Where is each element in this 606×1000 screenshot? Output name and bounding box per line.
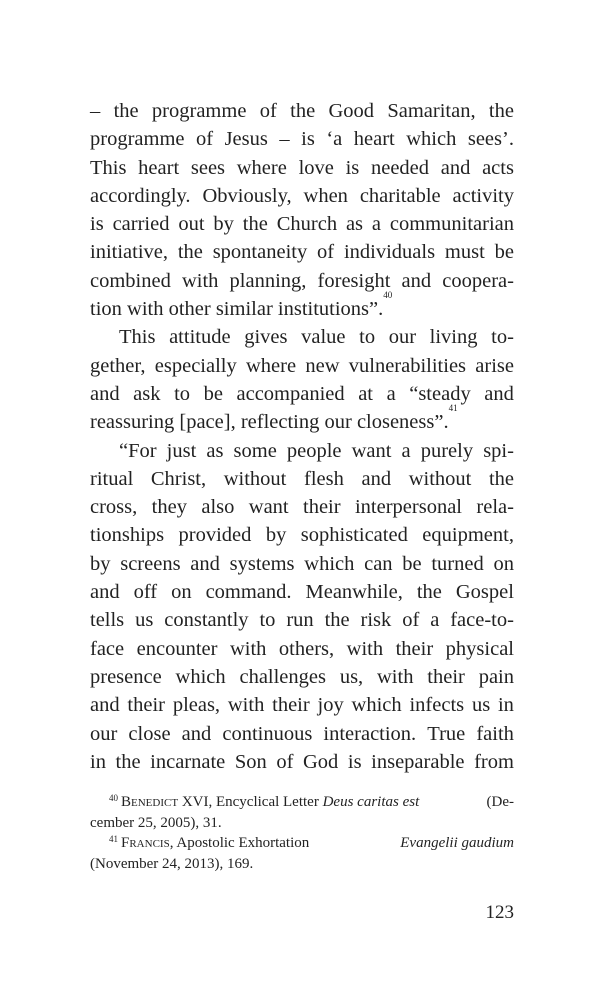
word: gether, <box>90 354 146 377</box>
word: on <box>493 552 514 575</box>
word: by <box>213 213 234 236</box>
word: and <box>361 467 392 490</box>
word: a <box>430 609 440 632</box>
word: gives <box>244 326 288 349</box>
word: to <box>174 382 191 405</box>
word: with <box>229 637 267 660</box>
text-line <box>90 720 514 748</box>
word: turned <box>431 552 484 575</box>
word: spi- <box>483 439 514 462</box>
word: ‘a <box>326 128 343 151</box>
word: the <box>488 100 514 122</box>
text-line <box>90 748 514 776</box>
footnote-number: 40 <box>109 793 118 803</box>
word: heart <box>353 128 395 151</box>
word: to- <box>491 326 514 349</box>
footnote-text: (De- <box>486 794 514 810</box>
word: interaction. <box>323 722 417 745</box>
text-line <box>90 403 514 436</box>
word: challenges <box>239 665 326 688</box>
word: is <box>347 750 362 773</box>
word: where <box>236 156 287 179</box>
word: physical <box>445 637 514 660</box>
word: “For <box>119 439 157 462</box>
word: out <box>178 213 205 236</box>
word: Son <box>234 750 267 773</box>
word: sees <box>190 156 226 179</box>
word: needed <box>370 156 430 179</box>
word: run <box>286 609 314 632</box>
text-line <box>90 578 514 606</box>
footnote-41-lead <box>109 833 309 854</box>
word: cross, <box>90 496 138 519</box>
word: is <box>301 128 315 151</box>
footnote-ref-40: 40 <box>383 290 393 301</box>
footnote-41 <box>90 833 514 854</box>
word: the <box>290 100 316 122</box>
footnotes <box>90 792 514 874</box>
word: value <box>301 326 346 349</box>
word: equipment, <box>422 524 514 547</box>
word: their <box>395 637 434 660</box>
text-line <box>90 238 514 266</box>
word: without <box>408 467 472 490</box>
footnote-text: cember 25, 2005), 31. <box>90 814 222 831</box>
word: This <box>90 156 127 179</box>
word: and <box>90 581 120 604</box>
word: a <box>386 382 396 405</box>
text-line <box>90 493 514 521</box>
text-line <box>90 465 514 493</box>
word: heart <box>138 156 180 179</box>
word: which <box>304 552 355 575</box>
word: presence <box>90 665 162 688</box>
word: want <box>248 496 289 519</box>
word: us <box>471 694 491 717</box>
footnote-text: (November 24, 2013), 169. <box>90 855 254 872</box>
footnote-40-cont <box>90 813 514 834</box>
word: the <box>242 213 268 236</box>
word: with <box>377 665 414 688</box>
word: to <box>359 326 376 349</box>
text-line <box>90 154 514 182</box>
word: our <box>90 722 118 745</box>
word: communitarian <box>389 213 514 236</box>
text-line <box>90 521 514 549</box>
text-line <box>90 437 514 465</box>
word: close <box>128 722 171 745</box>
word: others, <box>278 637 335 660</box>
word: of <box>196 128 214 151</box>
word: risk <box>360 609 392 632</box>
word: coopera- <box>442 269 514 292</box>
word: combined <box>90 269 171 292</box>
word: in <box>497 694 514 717</box>
word: sees’. <box>467 128 514 151</box>
word: accompanied <box>236 382 345 405</box>
word: Good <box>328 100 375 122</box>
footnote-text: XVI, Encyclical Letter <box>181 794 319 810</box>
footnote-text: , Apostolic Exhortation <box>169 835 310 851</box>
word: us <box>135 609 154 632</box>
word: as <box>206 439 224 462</box>
word: systems <box>229 552 295 575</box>
text-line <box>90 182 514 210</box>
footnote-author: Benedict <box>121 794 179 810</box>
word: can <box>364 552 393 575</box>
word: – <box>279 128 290 151</box>
word: face-to- <box>450 609 514 632</box>
footnote-40-lead <box>109 792 419 813</box>
word: spontaneity <box>212 241 308 264</box>
word: and <box>90 382 120 405</box>
word: programme <box>90 128 185 151</box>
word: when <box>303 184 348 207</box>
word: their <box>127 694 165 717</box>
word: planning, <box>229 269 307 292</box>
word: arise <box>475 354 514 377</box>
word: True <box>427 722 466 745</box>
word: people <box>286 439 342 462</box>
word: from <box>474 750 514 773</box>
word: rela- <box>476 496 514 519</box>
footnote-41-cont <box>90 854 514 875</box>
text-line <box>90 606 514 634</box>
word: This <box>119 326 156 349</box>
word: love <box>298 156 334 179</box>
word: the <box>115 750 141 773</box>
word: must <box>444 241 485 264</box>
text-line <box>90 635 514 663</box>
word: in <box>90 750 106 773</box>
word: their <box>427 665 465 688</box>
word: of <box>317 241 335 264</box>
footnote-author: Francis <box>121 835 170 851</box>
word: of <box>276 750 294 773</box>
word: by <box>265 524 287 547</box>
word: the <box>488 467 514 490</box>
word: tionships <box>90 524 165 547</box>
word: of <box>259 100 277 122</box>
text-line <box>90 290 514 323</box>
word: command. <box>205 581 292 604</box>
word: ritual <box>90 467 134 490</box>
footnote-title: Evangelii gaudium <box>400 835 514 851</box>
word: Samaritan, <box>387 100 476 122</box>
word: which <box>175 665 226 688</box>
word: a <box>401 439 411 462</box>
word: activity <box>452 184 514 207</box>
word: the <box>177 241 203 264</box>
word: sophisticated <box>300 524 408 547</box>
word: with <box>346 637 384 660</box>
word: the <box>416 581 442 604</box>
word: tells <box>90 609 125 632</box>
word: which <box>351 694 402 717</box>
text-line <box>90 352 514 380</box>
text-line <box>90 323 514 351</box>
body-text <box>90 97 514 776</box>
word: living <box>429 326 478 349</box>
word: Jesus <box>224 128 268 151</box>
footnote-40 <box>90 792 514 813</box>
text-line-content: reassuring [pace], reflecting our closeness”. <box>90 411 449 434</box>
text-line-content: tion with other similar institutions”. <box>90 298 384 321</box>
word: some <box>233 439 277 462</box>
text-line <box>90 97 514 125</box>
word: acts <box>482 156 514 179</box>
word: which <box>406 128 457 151</box>
word: off <box>133 581 158 604</box>
footnote-title: Deus caritas est <box>322 794 420 810</box>
word: charitable <box>359 184 441 207</box>
word: vulnerabilities <box>348 354 467 377</box>
word: where <box>246 354 297 377</box>
word: Church <box>276 213 338 236</box>
word: initiative, <box>90 241 168 264</box>
word: be <box>494 241 514 264</box>
word: face <box>90 637 125 660</box>
word: interpersonal <box>354 496 462 519</box>
word: pleas, <box>172 694 221 717</box>
word: incarnate <box>150 750 226 773</box>
word: programme <box>151 100 247 122</box>
word: by <box>90 552 111 575</box>
word: and <box>401 269 432 292</box>
word: Christ, <box>150 467 207 490</box>
word: Gospel <box>455 581 514 604</box>
word: with <box>181 269 219 292</box>
word: want <box>351 439 392 462</box>
word: joy <box>317 694 344 717</box>
word: just <box>166 439 197 462</box>
word: the <box>324 609 350 632</box>
word: a <box>371 213 382 236</box>
word: and <box>90 694 120 717</box>
word: constantly <box>164 609 249 632</box>
word: continuous <box>222 722 313 745</box>
word: the <box>113 100 139 122</box>
word: they <box>151 496 187 519</box>
word: new <box>305 354 340 377</box>
text-line <box>90 691 514 719</box>
word: at <box>358 382 373 405</box>
word: “steady <box>409 382 471 405</box>
word: is <box>90 213 104 236</box>
word: pain <box>478 665 514 688</box>
word: be <box>203 382 223 405</box>
word: accordingly. <box>90 184 191 207</box>
word: and <box>484 382 514 405</box>
word: their <box>303 496 341 519</box>
word: faith <box>476 722 514 745</box>
word: ask <box>133 382 161 405</box>
word: and <box>181 722 212 745</box>
footnote-number: 41 <box>109 834 118 844</box>
word: attitude <box>169 326 231 349</box>
word: Obviously, <box>202 184 292 207</box>
text-line <box>90 663 514 691</box>
word: carried <box>112 213 170 236</box>
word: God <box>303 750 339 773</box>
footnote-ref-41: 41 <box>448 403 458 414</box>
word: flesh <box>304 467 344 490</box>
word: their <box>272 694 310 717</box>
word: purely <box>420 439 474 462</box>
word: especially <box>154 354 237 377</box>
word: infects <box>409 694 465 717</box>
word: and <box>440 156 471 179</box>
text-line <box>90 550 514 578</box>
word: foresight <box>317 269 391 292</box>
word: our <box>388 326 417 349</box>
word: encounter <box>136 637 218 660</box>
word: us, <box>339 665 364 688</box>
word: provided <box>178 524 252 547</box>
page-number: 123 <box>485 902 514 923</box>
word: and <box>190 552 220 575</box>
word: screens <box>120 552 181 575</box>
word: with <box>227 694 265 717</box>
text-line <box>90 267 514 295</box>
word: also <box>201 496 235 519</box>
word: of <box>402 609 420 632</box>
text-line <box>90 125 514 153</box>
word: to <box>259 609 276 632</box>
word: as <box>345 213 364 236</box>
word: Meanwhile, <box>305 581 403 604</box>
text-line <box>90 210 514 238</box>
word: is <box>345 156 360 179</box>
word: without <box>223 467 287 490</box>
word: on <box>171 581 192 604</box>
word: inseparable <box>371 750 465 773</box>
word: – <box>90 100 101 122</box>
word: individuals <box>343 241 436 264</box>
word: be <box>402 552 422 575</box>
